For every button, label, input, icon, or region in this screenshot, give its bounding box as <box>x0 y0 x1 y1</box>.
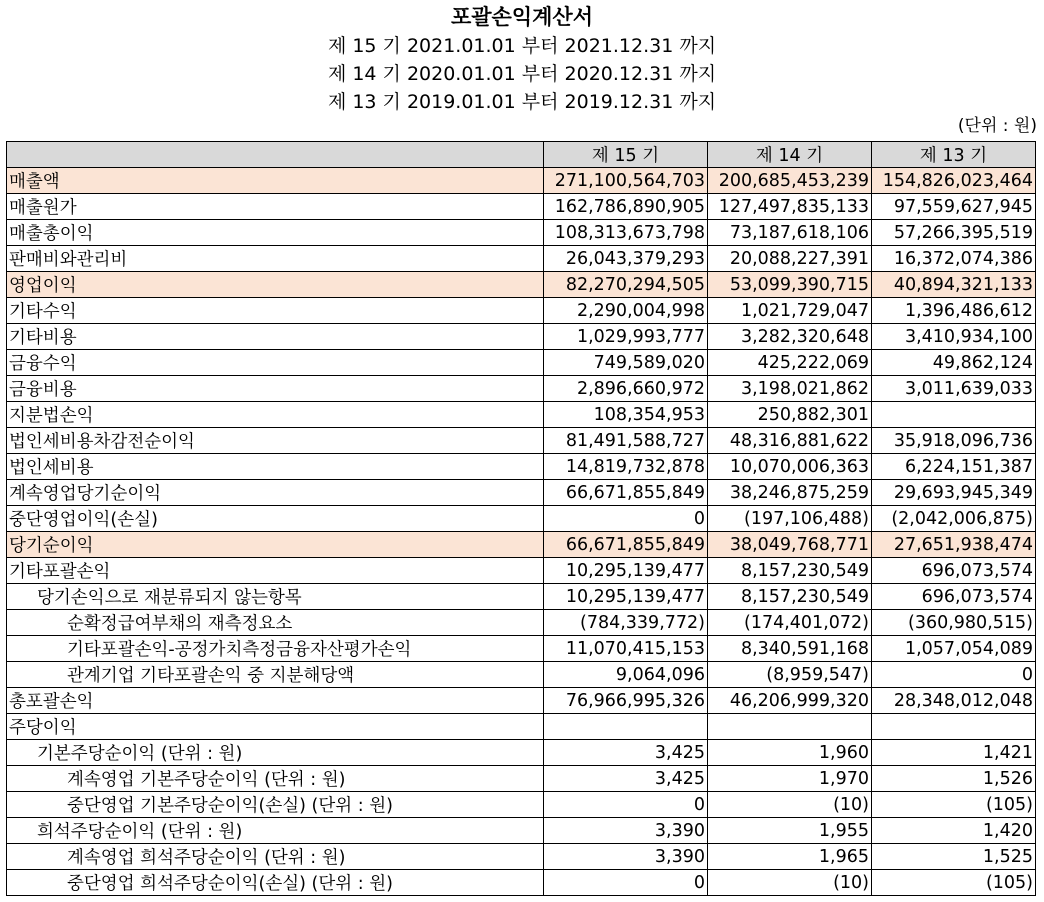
value-fy14: 250,882,301 <box>708 402 872 428</box>
table-row <box>7 636 1036 662</box>
value-fy13: 57,266,395,519 <box>872 220 1036 246</box>
value-fy13: (2,042,006,875) <box>872 506 1036 532</box>
value-fy13: (360,980,515) <box>872 610 1036 636</box>
row-label: 매출액 <box>7 168 544 194</box>
value-fy13: 97,559,627,945 <box>872 194 1036 220</box>
value-fy14: 200,685,453,239 <box>708 168 872 194</box>
table-body <box>7 168 1036 896</box>
row-label: 계속영업 기본주당순이익 (단위 : 원) <box>7 766 544 792</box>
table-row <box>7 428 1036 454</box>
header-period-14: 제 14 기 <box>708 142 872 168</box>
value-fy13: (105) <box>872 792 1036 818</box>
value-fy13 <box>872 714 1036 740</box>
row-label: 매출원가 <box>7 194 544 220</box>
value-fy15: 1,029,993,777 <box>544 324 708 350</box>
value-fy14: 1,021,729,047 <box>708 298 872 324</box>
value-fy15: 3,390 <box>544 844 708 870</box>
table-row <box>7 298 1036 324</box>
table-row <box>7 532 1036 558</box>
header-period-15: 제 15 기 <box>544 142 708 168</box>
report-header <box>0 2 1044 116</box>
table-row <box>7 844 1036 870</box>
table-row <box>7 818 1036 844</box>
value-fy15 <box>544 714 708 740</box>
table-row <box>7 766 1036 792</box>
table-row <box>7 402 1036 428</box>
row-label: 당기순이익 <box>7 532 544 558</box>
value-fy15: 10,295,139,477 <box>544 584 708 610</box>
value-fy15: 3,425 <box>544 766 708 792</box>
value-fy13: 1,421 <box>872 740 1036 766</box>
row-label: 총포괄손익 <box>7 688 544 714</box>
row-label: 판매비와관리비 <box>7 246 544 272</box>
table-row <box>7 376 1036 402</box>
table-row <box>7 870 1036 896</box>
value-fy14: 127,497,835,133 <box>708 194 872 220</box>
value-fy15: (784,339,772) <box>544 610 708 636</box>
value-fy15: 9,064,096 <box>544 662 708 688</box>
value-fy13: 16,372,074,386 <box>872 246 1036 272</box>
row-label: 계속영업당기순이익 <box>7 480 544 506</box>
value-fy13: 35,918,096,736 <box>872 428 1036 454</box>
value-fy15: 3,425 <box>544 740 708 766</box>
value-fy13: 696,073,574 <box>872 558 1036 584</box>
row-label: 주당이익 <box>7 714 544 740</box>
table-row <box>7 714 1036 740</box>
value-fy13: 27,651,938,474 <box>872 532 1036 558</box>
value-fy13: (105) <box>872 870 1036 896</box>
value-fy13: 154,826,023,464 <box>872 168 1036 194</box>
table-row <box>7 350 1036 376</box>
value-fy14: 1,970 <box>708 766 872 792</box>
value-fy14: 425,222,069 <box>708 350 872 376</box>
row-label: 금융수익 <box>7 350 544 376</box>
header-blank <box>7 142 544 168</box>
value-fy15: 271,100,564,703 <box>544 168 708 194</box>
value-fy13: 1,396,486,612 <box>872 298 1036 324</box>
row-label: 순확정급여부채의 재측정요소 <box>7 610 544 636</box>
table-row <box>7 246 1036 272</box>
table-row <box>7 740 1036 766</box>
value-fy15: 10,295,139,477 <box>544 558 708 584</box>
table-row <box>7 480 1036 506</box>
value-fy13: 29,693,945,349 <box>872 480 1036 506</box>
value-fy14: (10) <box>708 870 872 896</box>
value-fy15: 66,671,855,849 <box>544 480 708 506</box>
table-row <box>7 324 1036 350</box>
value-fy14: 1,955 <box>708 818 872 844</box>
row-label: 희석주당순이익 (단위 : 원) <box>7 818 544 844</box>
table-row <box>7 168 1036 194</box>
value-fy14: (197,106,488) <box>708 506 872 532</box>
value-fy15: 66,671,855,849 <box>544 532 708 558</box>
value-fy14: 1,965 <box>708 844 872 870</box>
row-label: 영업이익 <box>7 272 544 298</box>
value-fy14: 3,282,320,648 <box>708 324 872 350</box>
period-15: 제 15 기 2021.01.01 부터 2021.12.31 까지 <box>327 35 717 57</box>
value-fy13: 28,348,012,048 <box>872 688 1036 714</box>
table-row <box>7 506 1036 532</box>
row-label: 중단영업이익(손실) <box>7 506 544 532</box>
row-label: 법인세비용 <box>7 454 544 480</box>
table-row <box>7 220 1036 246</box>
value-fy15: 162,786,890,905 <box>544 194 708 220</box>
value-fy14: 46,206,999,320 <box>708 688 872 714</box>
value-fy13: 40,894,321,133 <box>872 272 1036 298</box>
value-fy14: 10,070,006,363 <box>708 454 872 480</box>
value-fy15: 11,070,415,153 <box>544 636 708 662</box>
row-label: 기타포괄손익 <box>7 558 544 584</box>
income-statement-table <box>6 141 1036 896</box>
value-fy15: 76,966,995,326 <box>544 688 708 714</box>
row-label: 기본주당순이익 (단위 : 원) <box>7 740 544 766</box>
value-fy13: 1,526 <box>872 766 1036 792</box>
row-label: 당기손익으로 재분류되지 않는항목 <box>7 584 544 610</box>
value-fy14: 53,099,390,715 <box>708 272 872 298</box>
value-fy14: (174,401,072) <box>708 610 872 636</box>
row-label: 지분법손익 <box>7 402 544 428</box>
value-fy13 <box>872 402 1036 428</box>
value-fy13: 1,057,054,089 <box>872 636 1036 662</box>
value-fy15: 2,290,004,998 <box>544 298 708 324</box>
period-13: 제 13 기 2019.01.01 부터 2019.12.31 까지 <box>327 91 717 113</box>
value-fy15: 81,491,588,727 <box>544 428 708 454</box>
value-fy15: 14,819,732,878 <box>544 454 708 480</box>
value-fy15: 108,313,673,798 <box>544 220 708 246</box>
table-row <box>7 610 1036 636</box>
value-fy15: 108,354,953 <box>544 402 708 428</box>
value-fy14: 3,198,021,862 <box>708 376 872 402</box>
row-label: 관계기업 기타포괄손익 중 지분해당액 <box>7 662 544 688</box>
value-fy14: 38,049,768,771 <box>708 532 872 558</box>
table-row <box>7 194 1036 220</box>
value-fy15: 2,896,660,972 <box>544 376 708 402</box>
value-fy15: 0 <box>544 792 708 818</box>
table-row <box>7 454 1036 480</box>
value-fy13: 3,410,934,100 <box>872 324 1036 350</box>
row-label: 기타비용 <box>7 324 544 350</box>
value-fy13: 696,073,574 <box>872 584 1036 610</box>
row-label: 기타수익 <box>7 298 544 324</box>
row-label: 중단영업 기본주당순이익(손실) (단위 : 원) <box>7 792 544 818</box>
value-fy14: 8,157,230,549 <box>708 558 872 584</box>
value-fy13: 0 <box>872 662 1036 688</box>
table-row <box>7 792 1036 818</box>
value-fy15: 26,043,379,293 <box>544 246 708 272</box>
value-fy14: (8,959,547) <box>708 662 872 688</box>
table-row <box>7 662 1036 688</box>
value-fy14 <box>708 714 872 740</box>
table-row <box>7 558 1036 584</box>
value-fy14: 38,246,875,259 <box>708 480 872 506</box>
value-fy15: 82,270,294,505 <box>544 272 708 298</box>
value-fy14: 1,960 <box>708 740 872 766</box>
table-row <box>7 688 1036 714</box>
value-fy15: 749,589,020 <box>544 350 708 376</box>
value-fy14: 20,088,227,391 <box>708 246 872 272</box>
report-title: 포괄손익계산서 <box>450 5 593 29</box>
value-fy14: 48,316,881,622 <box>708 428 872 454</box>
row-label: 중단영업 희석주당순이익(손실) (단위 : 원) <box>7 870 544 896</box>
row-label: 매출총이익 <box>7 220 544 246</box>
value-fy14: 8,340,591,168 <box>708 636 872 662</box>
unit-label: (단위 : 원) <box>957 116 1037 136</box>
table-row <box>7 272 1036 298</box>
row-label: 계속영업 희석주당순이익 (단위 : 원) <box>7 844 544 870</box>
header-period-13: 제 13 기 <box>872 142 1036 168</box>
value-fy15: 0 <box>544 870 708 896</box>
table-header-row <box>7 142 1036 168</box>
row-label: 금융비용 <box>7 376 544 402</box>
table-row <box>7 584 1036 610</box>
value-fy14: 8,157,230,549 <box>708 584 872 610</box>
value-fy15: 0 <box>544 506 708 532</box>
value-fy14: (10) <box>708 792 872 818</box>
value-fy13: 49,862,124 <box>872 350 1036 376</box>
row-label: 기타포괄손익-공정가치측정금융자산평가손익 <box>7 636 544 662</box>
value-fy14: 73,187,618,106 <box>708 220 872 246</box>
period-14: 제 14 기 2020.01.01 부터 2020.12.31 까지 <box>327 63 717 85</box>
row-label: 법인세비용차감전순이익 <box>7 428 544 454</box>
value-fy13: 1,525 <box>872 844 1036 870</box>
value-fy13: 1,420 <box>872 818 1036 844</box>
value-fy15: 3,390 <box>544 818 708 844</box>
value-fy13: 6,224,151,387 <box>872 454 1036 480</box>
value-fy13: 3,011,639,033 <box>872 376 1036 402</box>
